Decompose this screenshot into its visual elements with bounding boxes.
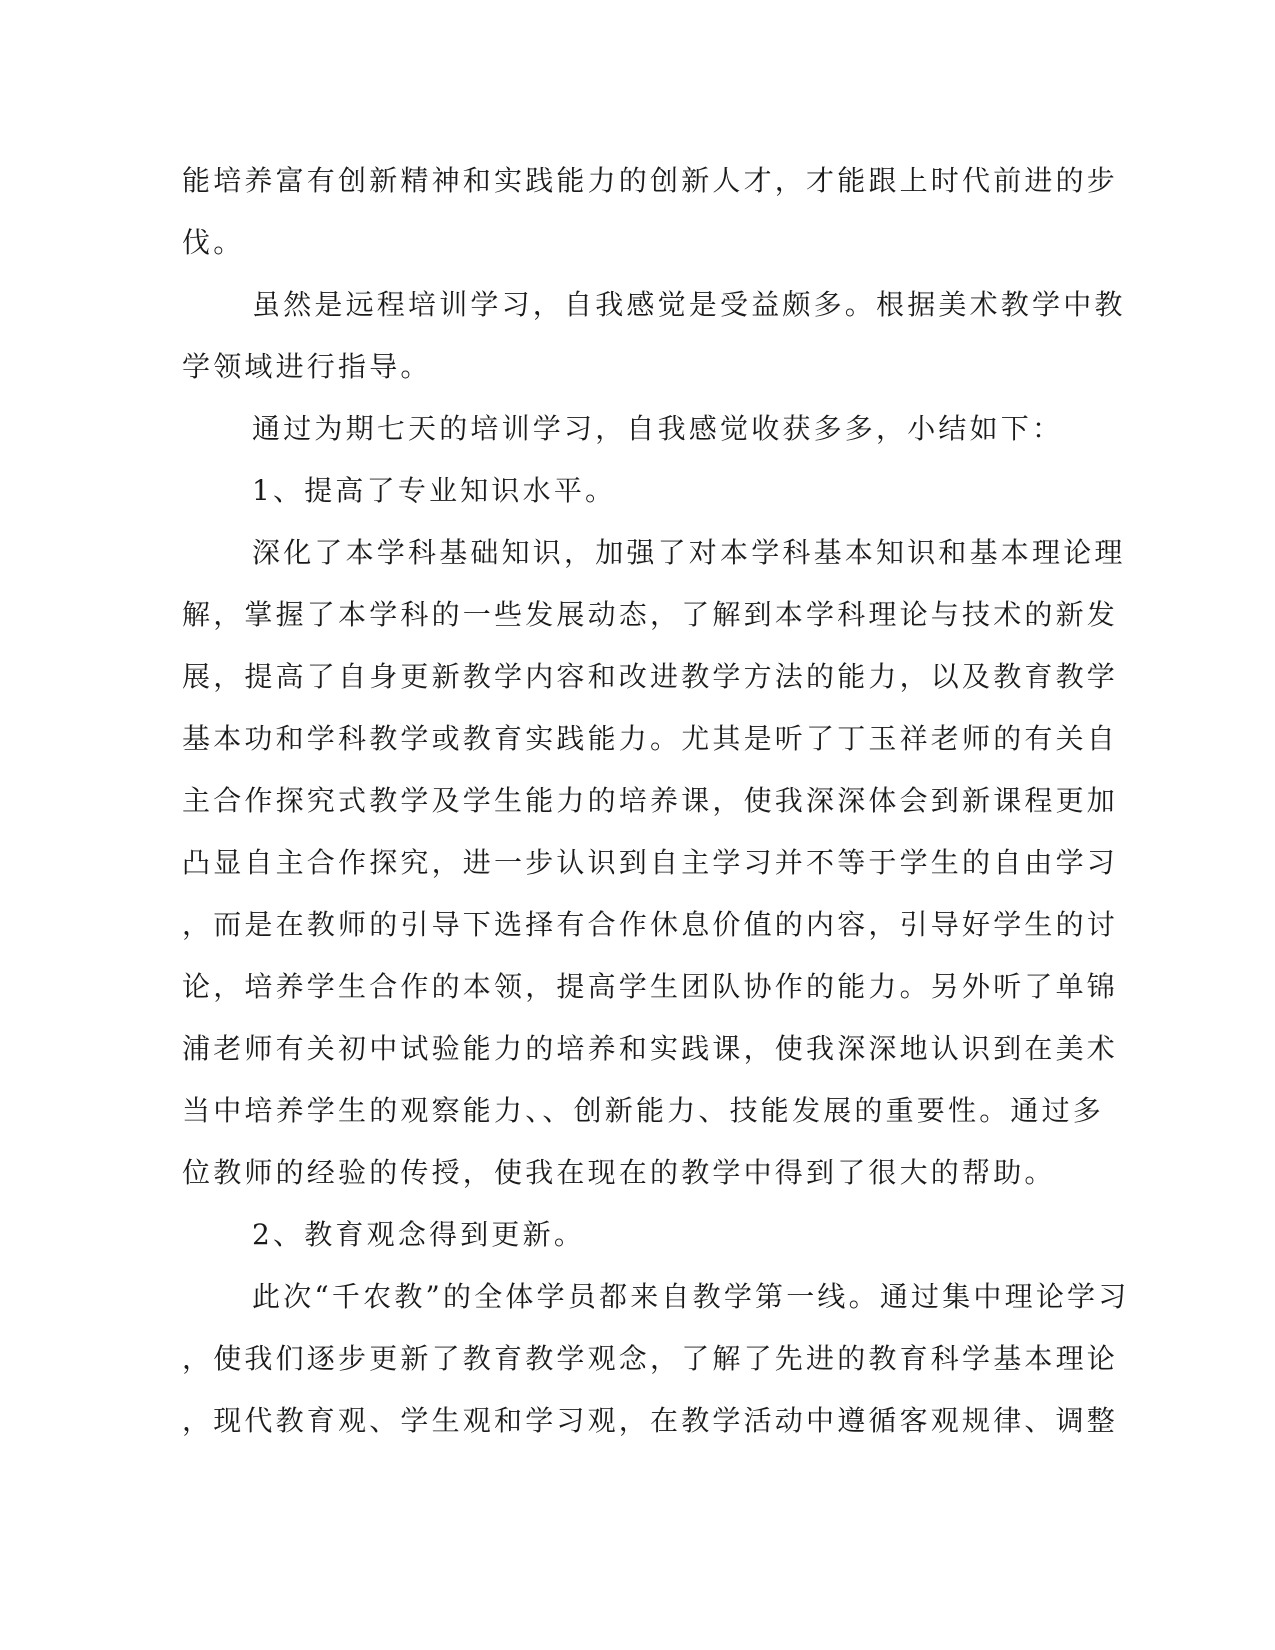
text-line: 能培养富有创新精神和实践能力的创新人才，才能跟上时代前进的步 — [182, 164, 1119, 197]
text-line: 当中培养学生的观察能力、、创新能力、技能发展的重要性。通过多 — [182, 1094, 1105, 1127]
text-line: 深化了本学科基础知识，加强了对本学科基本知识和基本理论理 — [252, 536, 1126, 569]
text-line: 浦老师有关初中试验能力的培养和实践课，使我深深地认识到在美术 — [182, 1032, 1119, 1065]
text-line: 位教师的经验的传授，使我在现在的教学中得到了很大的帮助。 — [182, 1156, 1056, 1189]
text-line: ，使我们逐步更新了教育教学观念，了解了先进的教育科学基本理论 — [182, 1342, 1119, 1375]
text-line: ，现代教育观、学生观和学习观，在教学活动中遵循客观规律、调整 — [182, 1404, 1119, 1437]
text-line: 主合作探究式教学及学生能力的培养课，使我深深体会到新课程更加 — [182, 784, 1119, 817]
text-line: 展，提高了自身更新教学内容和改进教学方法的能力，以及教育教学 — [182, 660, 1119, 693]
text-line: 通过为期七天的培训学习，自我感觉收获多多，小结如下： — [252, 412, 1064, 445]
section-heading: 1、提高了专业知识水平。 — [252, 474, 617, 507]
body-text — [182, 150, 1130, 1452]
text-line: 解，掌握了本学科的一些发展动态，了解到本学科理论与技术的新发 — [182, 598, 1119, 631]
text-line: 学领域进行指导。 — [182, 350, 432, 383]
text-line: 论，培养学生合作的本领，提高学生团队协作的能力。另外听了单锦 — [182, 970, 1119, 1003]
text-line: 此次“千农教”的全体学员都来自教学第一线。通过集中理论学习 — [252, 1280, 1130, 1313]
text-line: 凸显自主合作探究，进一步认识到自主学习并不等于学生的自由学习 — [182, 846, 1119, 879]
text-line: 基本功和学科教学或教育实践能力。尤其是听了丁玉祥老师的有关自 — [182, 722, 1119, 755]
section-heading: 2、教育观念得到更新。 — [252, 1218, 586, 1251]
text-line: 伐。 — [182, 226, 245, 259]
text-line: ，而是在教师的引导下选择有合作休息价值的内容，引导好学生的讨 — [182, 908, 1119, 941]
text-line: 虽然是远程培训学习，自我感觉是受益颇多。根据美术教学中教 — [252, 288, 1126, 321]
